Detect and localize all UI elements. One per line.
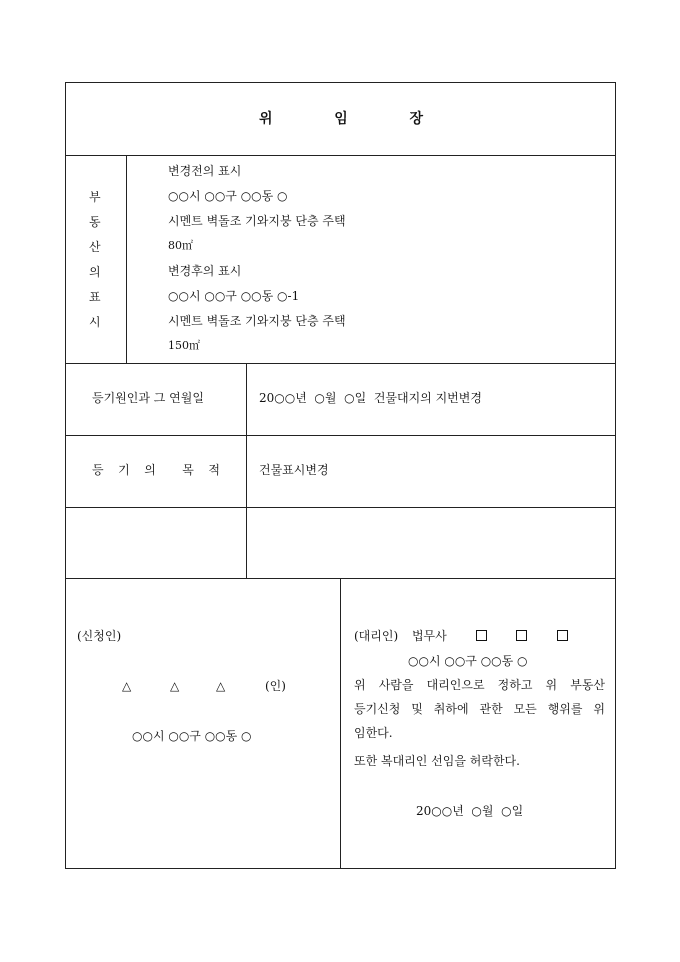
applicant-seal: (인) [265, 679, 286, 693]
property-label-char: 동 [89, 215, 101, 229]
document-title [259, 112, 423, 126]
agent-delegation-line: 임한다. [354, 726, 393, 740]
rule-purpose [66, 507, 615, 508]
rule-cause [66, 435, 615, 436]
cause-value: 20○○년 ○월 ○일 건물대지의 지번변경 [259, 391, 482, 405]
agent-delegation-line: 등기신청 및 취하에 관한 모든 행위를 위 [354, 702, 605, 716]
rule-property [66, 363, 615, 364]
divider-property [126, 155, 127, 363]
purpose-label-char: 기 [118, 463, 130, 477]
applicant-address: ○○시 ○○구 ○○동 ○ [132, 729, 252, 743]
divider-signature [340, 578, 341, 869]
agent-address: ○○시 ○○구 ○○동 ○ [408, 654, 528, 668]
applicant-name-mark: △ [170, 679, 180, 693]
property-line: 시멘트 벽돌조 기와지붕 단층 주택 [168, 314, 346, 328]
purpose-label-char: 적 [208, 463, 220, 477]
property-label-char: 표 [89, 290, 101, 304]
property-line: 변경전의 표시 [168, 164, 242, 178]
agent-date: 20○○년 ○월 ○일 [416, 804, 524, 818]
purpose-label [92, 464, 220, 476]
agent-name-box [476, 630, 487, 641]
property-line: 변경후의 표시 [168, 264, 242, 278]
property-line: ○○시 ○○구 ○○동 ○ [168, 189, 288, 203]
agent-name-box [557, 630, 568, 641]
agent-name-box [516, 630, 527, 641]
purpose-value: 건물표시변경 [259, 463, 329, 477]
purpose-label-char: 목 [182, 463, 194, 477]
cause-label: 등기원인과 그 연월일 [92, 391, 204, 405]
power-of-attorney-form [65, 82, 616, 869]
agent-header [354, 630, 568, 642]
divider-middle [246, 363, 247, 578]
property-line: ○○시 ○○구 ○○동 ○-1 [168, 289, 300, 303]
rule-title [66, 155, 615, 156]
applicant-name-mark: △ [216, 679, 226, 693]
title-char: 임 [334, 111, 348, 127]
property-label-char: 산 [89, 240, 101, 254]
agent-role: 법무사 [411, 629, 447, 643]
agent-label: (대리인) [354, 629, 399, 643]
agent-delegation-line: 위 사람을 대리인으로 정하고 위 부동산 [354, 678, 605, 692]
property-line: 80㎡ [168, 239, 193, 252]
purpose-label-char: 의 [144, 463, 156, 477]
property-line: 150㎡ [168, 339, 200, 352]
applicant-name-mark: △ [122, 679, 132, 693]
title-char: 위 [259, 111, 273, 127]
applicant-label: (신청인) [77, 629, 122, 643]
agent-sub-delegation: 또한 복대리인 선임을 허락한다. [354, 754, 520, 768]
agent-delegation-text [354, 673, 605, 745]
purpose-label-char: 등 [92, 463, 104, 477]
property-line: 시멘트 벽돌조 기와지붕 단층 주택 [168, 214, 346, 228]
title-char: 장 [409, 111, 423, 127]
property-label-char: 시 [89, 315, 101, 329]
property-label-char: 부 [89, 190, 101, 204]
property-label-char: 의 [89, 265, 101, 279]
